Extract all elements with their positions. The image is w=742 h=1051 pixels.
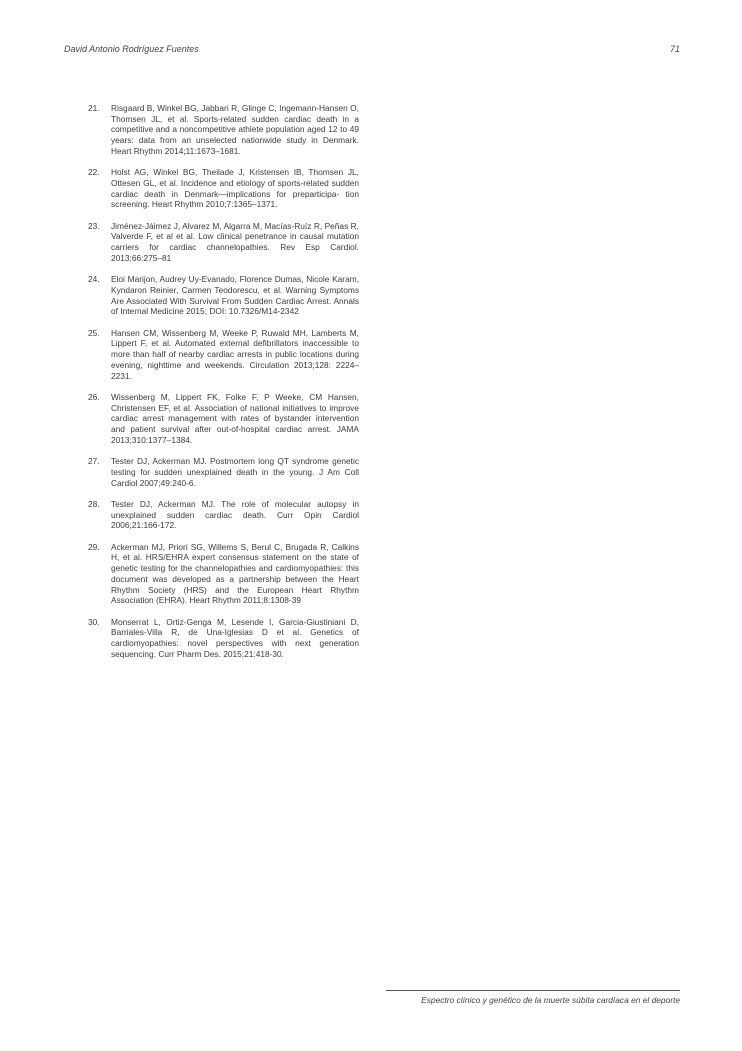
footer-divider [386, 990, 680, 991]
reference-text: Wissenberg M, Lippert FK, Folke F, P Weeke, CM Hansen, Christensen EF, et al. Association of national initiatives to improve cardiac arrest management with rates of bystander intervention and patient survival after out-of-hospital cardiac arrest. JAMA 2013;310:1377–1384. [111, 391, 359, 445]
reference-list [88, 103, 359, 670]
reference-item [88, 499, 359, 531]
page-number: 71 [669, 44, 680, 54]
reference-number: 21. [88, 103, 100, 113]
reference-text: Risgaard B, Winkel BG, Jabbari R, Glinge C, Ingemann-Hansen O, Thomsen JL, et al. Sports-related sudden cardiac death in a competitive and a noncompetitive athlete population aged 12 to 49 years: data from an unselected nationwide study in Denmark. Heart Rhythm 2014;11:1673–1681. [111, 103, 359, 156]
reference-number: 29. [88, 541, 100, 552]
reference-text: Hansen CM, Wissenberg M, Weeke P, Ruwald MH, Lamberts M, Lippert F, et al. Automated external defibrillators inaccessible to more than half of nearby cardiac arrests in public locations during evening, nighttime and weekends. Circulation 2013;128: 2224–2231. [111, 327, 359, 381]
reference-text: Holst AG, Winkel BG, Theilade J, Kristensen IB, Thomsen JL, Ottesen GL, et al. Incidence and etiology of sports-related sudden cardiac death in Denmark—implications for preparticipa- tion screening. Heart Rhythm 2010;7:1365–1371. [111, 167, 359, 210]
reference-number: 22. [88, 167, 100, 178]
reference-number: 27. [88, 456, 100, 467]
reference-number: 30. [88, 616, 100, 627]
reference-text: Jiménez-Jáimez J, Alvarez M, Algarra M, Macías-Ruíz R, Peñas R, Valverde F, et al et al. Low clinical penetrance in causal mutation carriers for cardiac channelopathies. Rev Esp Cardiol. 2013;66:275–81 [111, 220, 359, 263]
reference-number: 26. [88, 391, 100, 402]
running-head-author: David Antonio Rodríguez Fuentes [64, 44, 199, 54]
reference-number: 28. [88, 498, 100, 509]
reference-number: 25. [88, 327, 100, 338]
reference-item [88, 328, 359, 382]
reference-text: Tester DJ, Ackerman MJ. Postmortem long QT syndrome genetic testing for sudden unexplained death in the young. J Am Coll Cardiol 2007;49:240-6. [111, 456, 359, 488]
reference-item [88, 617, 359, 660]
reference-item [88, 542, 359, 606]
reference-text: Monserrat L, Ortiz-Genga M, Lesende I, Garcia-Giustiniani D, Barriales-Villa R, de Una-Iglesias D et al. Genetics of cardiomyopathies: novel perspectives with next generation sequencing. Curr Pharm Des. 2015;21:418-30. [111, 616, 359, 659]
reference-item [88, 103, 359, 157]
reference-item [88, 392, 359, 446]
reference-text: Ackerman MJ, Priori SG, Willems S, Berul C, Brugada R, Calkins H, et al. HRS/EHRA expert consensus statement on the state of genetic testing for the channelopathies and cardiomyopathies: this document was developed as a partnership between the Heart Rhythm Society (HRS) and the European Heart Rhythm Association (EHRA). Heart Rhythm 2011;8:1308-39 [111, 541, 359, 606]
reference-text: Eloi Marijon, Audrey Uy-Evanado, Florence Dumas, Nicole Karam, Kyndaron Reinier, Carmen Teodorescu, et al. Warning Symptoms Are Associated With Survival From Sudden Cardiac Arrest. Annals of Internal Medicine 2015; DOI: 10.7326/M14-2342 [111, 274, 359, 317]
reference-number: 23. [88, 220, 100, 231]
reference-item [88, 221, 359, 264]
reference-item [88, 456, 359, 488]
reference-text: Tester DJ, Ackerman MJ. The role of molecular autopsy in unexplained sudden cardiac death. Curr Opin Cardiol 2006;21:166-172. [111, 498, 359, 531]
reference-item [88, 167, 359, 210]
running-foot-book-title: Espectro clínico y genético de la muerte súbita cardíaca en el deporte [421, 995, 680, 1005]
reference-number: 24. [88, 274, 100, 285]
reference-item [88, 274, 359, 317]
